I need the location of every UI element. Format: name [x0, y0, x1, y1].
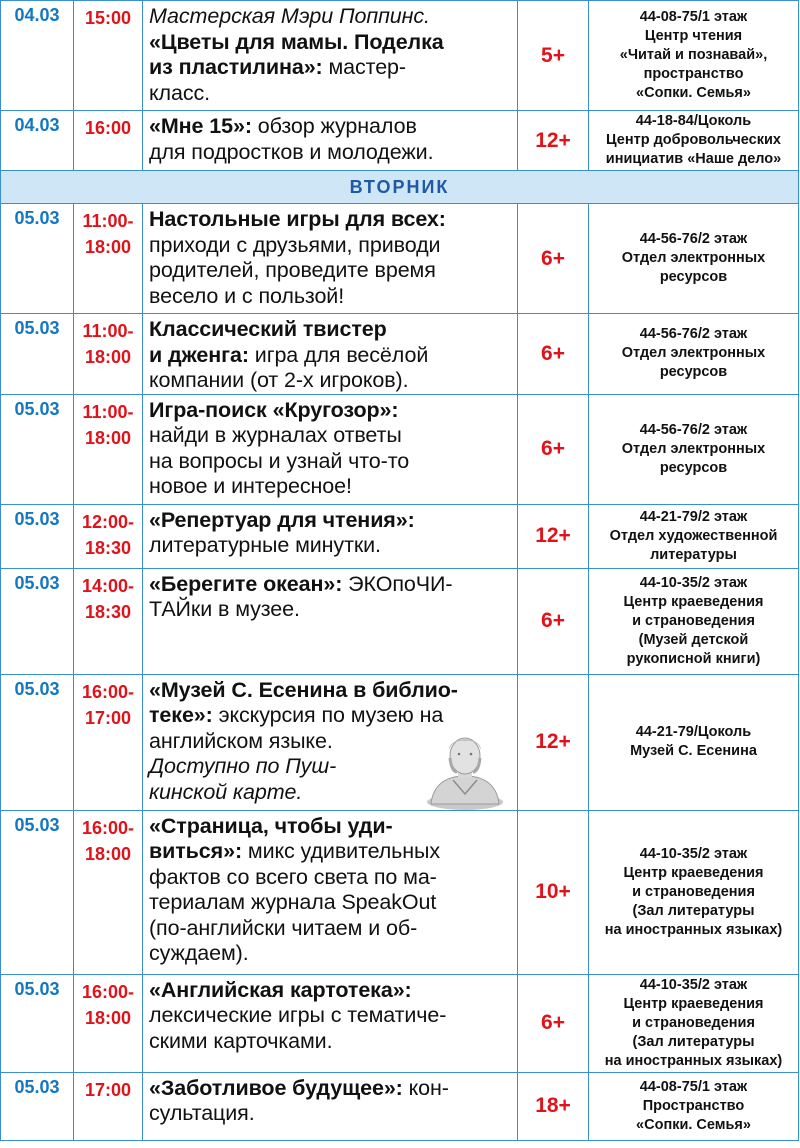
event-time-line: 18:30 [84, 537, 132, 558]
schedule-row [1, 204, 799, 314]
event-description [143, 674, 518, 810]
event-location [589, 974, 799, 1072]
description-segment: класс. [149, 80, 211, 105]
location-line: 44-21-79/Цоколь [635, 724, 752, 740]
description-segment: мастер- [322, 55, 406, 79]
event-time-line: 12:00- [81, 511, 135, 532]
event-time [74, 111, 143, 171]
description-line [149, 1029, 513, 1055]
description-segment: приходи с друзьями, приводи [149, 232, 441, 257]
description-segment: на вопросы и узнай что-то [149, 448, 410, 473]
event-date: 04.03 [1, 1, 74, 111]
event-description [143, 1072, 518, 1140]
location-line: Пространство [642, 1097, 745, 1114]
description-line [149, 533, 513, 559]
description-segment: «Английская картотека»: [149, 977, 412, 1002]
location-line: (Зал литературы [632, 902, 755, 919]
location-line: и страноведения [632, 883, 755, 900]
event-time-line: 18:30 [84, 601, 132, 622]
description-segment: родителей, проведите время [149, 258, 436, 282]
event-description-text [149, 508, 513, 559]
description-segment: кинской карте. [149, 779, 303, 804]
description-segment: микс удивительных [242, 839, 441, 863]
location-line: «Читай и познавай», [619, 47, 768, 63]
age-rating: 12+ [518, 111, 589, 171]
description-segment: для подростков и молодежи. [149, 139, 434, 164]
event-description [143, 314, 518, 395]
event-location [589, 568, 799, 674]
description-line [149, 1076, 513, 1102]
description-line [149, 55, 513, 81]
description-line [149, 678, 513, 704]
description-segment: суждаем). [149, 941, 249, 965]
description-segment: виться»: [149, 839, 243, 863]
schedule-row [1, 568, 799, 674]
description-line [149, 114, 513, 140]
location-line: 44-08-75/1 этаж [639, 1078, 748, 1095]
description-segment: (по-английски читаем и об- [149, 915, 418, 940]
description-segment: «Мне 15»: [149, 114, 252, 138]
event-time-line: 18:00 [84, 237, 132, 257]
description-segment: новое и интересное! [149, 474, 352, 498]
description-line [149, 398, 513, 424]
event-description [143, 111, 518, 171]
age-rating: 5+ [518, 1, 589, 111]
event-time-line: 16:00- [81, 681, 135, 702]
location-line: 44-10-35/2 этаж [639, 845, 748, 862]
schedule-row [1, 1072, 799, 1140]
description-segment: Настольные игры для всех: [149, 207, 446, 231]
event-description-text [149, 114, 513, 165]
location-line: Центр чтения [644, 28, 743, 44]
event-time [74, 204, 143, 314]
event-time-line: 18:00 [84, 347, 132, 367]
description-line [149, 703, 513, 729]
location-line: Отдел электронных [621, 345, 766, 362]
location-line: и страноведения [632, 612, 755, 629]
event-time-line: 18:00 [84, 843, 132, 864]
age-rating: 6+ [518, 974, 589, 1072]
location-line: ресурсов [659, 364, 728, 381]
location-line: Отдел электронных [621, 250, 766, 266]
description-segment: кон- [402, 1075, 449, 1100]
event-description-text [149, 1076, 513, 1127]
event-date: 05.03 [1, 314, 74, 395]
description-segment: фактов со всего света по ма- [149, 864, 437, 889]
event-date: 05.03 [1, 504, 74, 568]
description-line [149, 941, 513, 967]
event-location [589, 504, 799, 568]
description-segment: ТАЙки в музее. [149, 597, 300, 621]
description-line [149, 233, 513, 259]
event-location [589, 810, 799, 974]
location-line: литературы [650, 546, 737, 563]
event-date: 05.03 [1, 810, 74, 974]
event-time [74, 504, 143, 568]
location-line: Центр добровольческих [606, 132, 781, 148]
description-segment: «Заботливое будущее»: [149, 1075, 403, 1100]
description-line [149, 597, 513, 623]
schedule-body-tuesday [1, 204, 799, 1141]
event-description [143, 568, 518, 674]
event-description-text [149, 572, 513, 623]
description-segment: экскурсия по музею на [212, 703, 444, 727]
event-description [143, 204, 518, 314]
event-time-line: 17:00 [84, 1079, 132, 1100]
location-line: на иностранных языках) [604, 921, 783, 938]
event-description [143, 504, 518, 568]
schedule-row [1, 314, 799, 395]
schedule-row [1, 974, 799, 1072]
pushkin-bust-icon [423, 730, 507, 811]
schedule-row [1, 810, 799, 974]
schedule-row [1, 111, 799, 171]
description-line [149, 474, 513, 500]
event-time-line: 16:00 [84, 118, 132, 138]
age-rating: 6+ [518, 394, 589, 504]
event-location [589, 314, 799, 395]
description-line [149, 508, 513, 534]
event-date: 05.03 [1, 204, 74, 314]
location-line: 44-56-76/2 этаж [639, 421, 748, 438]
event-time-line: 15:00 [84, 8, 132, 28]
description-segment: обзор журналов [251, 114, 417, 138]
event-location [589, 111, 799, 171]
event-time-line: 11:00- [82, 211, 134, 231]
event-date: 05.03 [1, 394, 74, 504]
schedule-row [1, 1, 799, 111]
description-line [149, 343, 513, 369]
description-segment: игра для весёлой [248, 342, 429, 367]
description-segment: из пластилина»: [149, 55, 323, 79]
event-time-line: 18:00 [84, 427, 132, 448]
location-line: рукописной книги) [626, 650, 761, 667]
age-rating: 12+ [518, 504, 589, 568]
age-rating: 18+ [518, 1072, 589, 1140]
description-line [149, 284, 513, 310]
event-description-text [149, 678, 513, 806]
description-segment: скими карточками. [149, 1028, 333, 1053]
schedule-row [1, 674, 799, 810]
description-line [149, 865, 513, 891]
description-segment: найди в журналах ответы [149, 423, 402, 447]
day-header-row [1, 171, 799, 204]
event-time [74, 1, 143, 111]
description-segment: весело и с пользой! [149, 283, 345, 308]
location-line: 44-56-76/2 этаж [639, 231, 748, 247]
description-segment: Доступно по Пуш- [149, 754, 337, 778]
description-segment: «Берегите океан»: [149, 571, 343, 596]
description-segment: «Страница, чтобы уди- [149, 813, 393, 838]
location-line: ресурсов [659, 459, 728, 476]
description-line [149, 449, 513, 475]
description-line [149, 423, 513, 449]
event-time-line: 11:00- [82, 321, 134, 341]
schedule-row [1, 394, 799, 504]
event-description-text [149, 207, 513, 309]
event-time-line: 16:00- [81, 817, 135, 838]
description-segment: ЭКОпоЧИ- [342, 571, 453, 596]
event-time [74, 810, 143, 974]
location-line: 44-08-75/1 этаж [639, 9, 748, 25]
schedule-row [1, 504, 799, 568]
description-segment: лексические игры с тематиче- [149, 1003, 447, 1027]
description-line [149, 258, 513, 284]
description-segment: «Музей С. Есенина в библио- [149, 677, 458, 702]
description-line [149, 839, 513, 865]
location-line: ресурсов [659, 269, 728, 285]
location-line: на иностранных языках) [604, 1052, 783, 1069]
description-segment: Классический твистер [149, 317, 387, 341]
event-description [143, 1, 518, 111]
location-line: и страноведения [632, 1014, 755, 1031]
location-line: 44-18-84/Цоколь [635, 113, 752, 129]
location-line: 44-10-35/2 этаж [639, 574, 748, 591]
event-description-text [149, 398, 513, 500]
age-rating: 12+ [518, 674, 589, 810]
description-segment: териалам журнала SpeakOut [149, 890, 437, 914]
event-description [143, 810, 518, 974]
event-date: 05.03 [1, 974, 74, 1072]
age-rating: 6+ [518, 568, 589, 674]
description-line [149, 207, 513, 233]
location-line: Отдел электронных [621, 440, 766, 457]
event-description [143, 974, 518, 1072]
description-line [149, 572, 513, 598]
event-location [589, 1, 799, 111]
event-time-line: 16:00- [81, 981, 135, 1002]
location-line: Центр краеведения [623, 593, 764, 610]
location-line: пространство [643, 66, 744, 82]
event-time-line: 18:00 [84, 1007, 132, 1028]
description-line [149, 890, 513, 916]
event-location [589, 1072, 799, 1140]
event-time [74, 674, 143, 810]
description-segment: компании (от 2-х игроков). [149, 368, 409, 392]
age-rating: 6+ [518, 204, 589, 314]
description-line [149, 317, 513, 343]
description-line [149, 140, 513, 166]
location-line: 44-56-76/2 этаж [639, 326, 748, 343]
event-location [589, 674, 799, 810]
event-location [589, 204, 799, 314]
location-line: Музей С. Есенина [630, 743, 757, 759]
event-date: 04.03 [1, 111, 74, 171]
description-segment: сультация. [149, 1101, 255, 1125]
event-time [74, 1072, 143, 1140]
event-location [589, 394, 799, 504]
location-line: Центр краеведения [623, 864, 764, 881]
location-line: Центр краеведения [623, 995, 764, 1012]
day-separator [1, 171, 799, 204]
description-line [149, 916, 513, 942]
description-line [149, 978, 513, 1004]
schedule-body-monday [1, 1, 799, 171]
description-line [149, 1101, 513, 1127]
location-line: (Музей детской [638, 631, 749, 648]
location-line: 44-21-79/2 этаж [639, 508, 748, 525]
event-description [143, 394, 518, 504]
location-line: Отдел художественной [609, 527, 778, 544]
event-time-line: 17:00 [84, 707, 132, 728]
location-line: «Сопки. Семья» [636, 1116, 751, 1133]
event-time [74, 314, 143, 395]
location-line: 44-10-35/2 этаж [639, 976, 748, 993]
event-time [74, 394, 143, 504]
description-segment: теке»: [149, 703, 213, 727]
description-line [149, 1003, 513, 1029]
description-segment: и дженга: [149, 342, 249, 367]
location-line: «Сопки. Семья» [636, 85, 751, 101]
event-time-line: 11:00- [82, 401, 134, 422]
day-header: ВТОРНИК [1, 171, 799, 204]
event-date: 05.03 [1, 674, 74, 810]
description-segment: Мастерская Мэри Поппинс. [149, 4, 430, 28]
description-segment: «Репертуар для чтения»: [149, 507, 415, 532]
event-date: 05.03 [1, 568, 74, 674]
event-date: 05.03 [1, 1072, 74, 1140]
age-rating: 6+ [518, 314, 589, 395]
description-line [149, 4, 513, 30]
description-segment: «Цветы для мамы. Поделка [149, 29, 444, 54]
description-segment: литературные минутки. [149, 533, 381, 557]
age-rating: 10+ [518, 810, 589, 974]
description-line [149, 814, 513, 840]
description-segment: английском языке. [149, 728, 333, 753]
event-time [74, 568, 143, 674]
description-segment: Игра-поиск «Кругозор»: [149, 397, 399, 422]
event-description-text [149, 317, 513, 394]
description-line [149, 30, 513, 56]
event-description-text [149, 4, 513, 106]
event-description-text [149, 978, 513, 1055]
location-line: инициатив «Наше дело» [605, 151, 782, 167]
event-time [74, 974, 143, 1072]
event-time-line: 14:00- [81, 575, 135, 596]
description-line [149, 368, 513, 394]
event-description-text [149, 814, 513, 967]
description-line [149, 81, 513, 107]
location-line: (Зал литературы [632, 1033, 755, 1050]
